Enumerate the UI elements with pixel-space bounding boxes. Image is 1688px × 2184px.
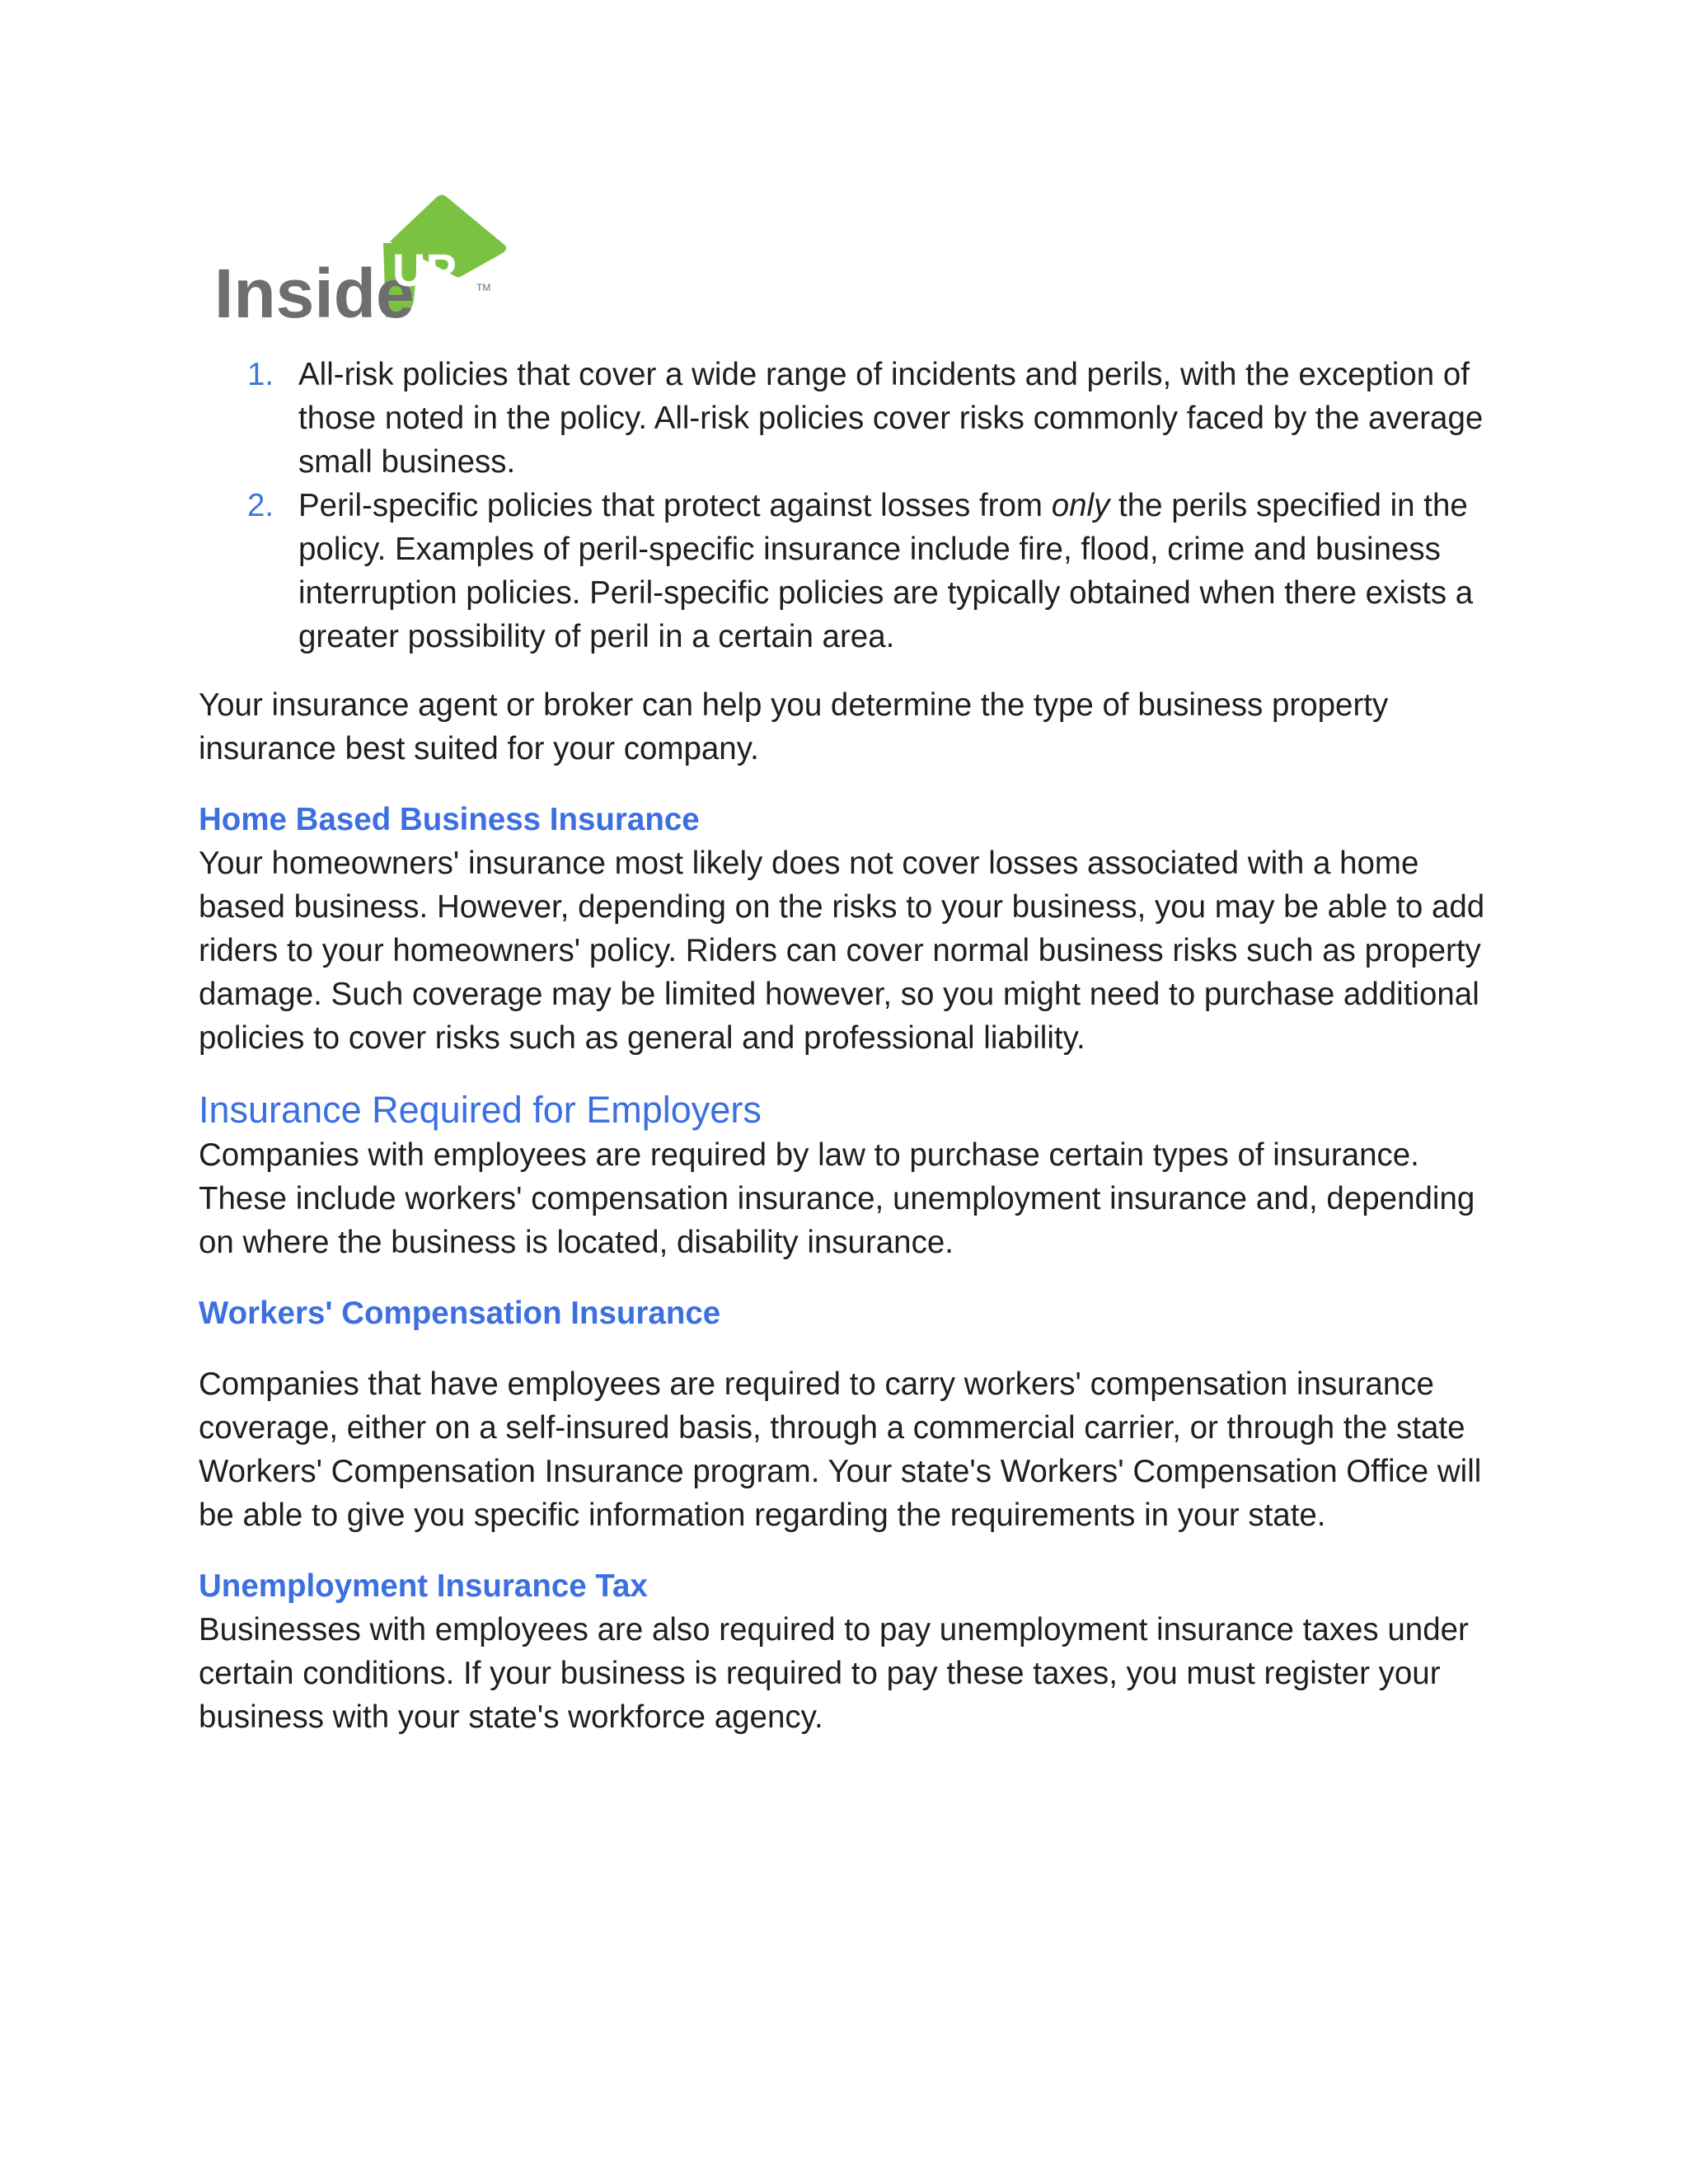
list-item-text: All-risk policies that cover a wide range of incidents and perils, with the exception of those noted in the policy. All-risk policies cover risks commonly faced by the average small business. [298, 357, 1484, 480]
heading-unemployment-insurance-tax: Unemployment Insurance Tax [199, 1568, 648, 1604]
insideup-logo [198, 194, 511, 326]
intro-paragraph: Your insurance agent or broker can help you determine the type of business property insurance best suited for your company. [199, 687, 1389, 766]
list-item-text-after: the perils specified in the policy. Examples of peril-specific insurance include fire, flood, crime and business interruption policies. Peril-specific policies are typically obtained when there exists a greater possibility of peril in a certain area. [298, 488, 1474, 654]
list-item [247, 353, 1501, 484]
heading-workers-compensation: Workers' Compensation Insurance [199, 1296, 721, 1331]
heading-insurance-required-employers: Insurance Required for Employers [199, 1089, 762, 1131]
list-item-text-before: Peril-specific policies that protect against losses from [298, 488, 1052, 523]
list-item-emphasis: only [1051, 488, 1110, 523]
employers-paragraph: Companies with employees are required by law to purchase certain types of insurance. These include workers' compensation insurance, unemployment insurance and, depending on where the business is located, disability insurance. [199, 1137, 1475, 1260]
workers-compensation-paragraph: Companies that have employees are required to carry workers' compensation insurance coverage, either on a self-insured basis, through a commercial carrier, or through the state Workers' Compensation Insurance program. Your state's Workers' Compensation Office will be able to give you specific information regarding the requirements in your state. [199, 1366, 1482, 1533]
spacer [199, 1335, 1501, 1362]
list-number: 1. [247, 357, 274, 392]
list-item [247, 484, 1501, 658]
home-based-paragraph: Your homeowners' insurance most likely does not cover losses associated with a home based business. However, depending on the risks to your business, you may be able to add riders to your homeowners' policy. Riders can cover normal business risks such as property damage. Such coverage may be limited however, so you might need to purchase additional policies to cover risks such as general and professional liability. [199, 846, 1485, 1056]
unemployment-paragraph: Businesses with employees are also required to pay unemployment insurance taxes under certain conditions. If your business is required to pay these taxes, you must register your business with your state's workforce agency. [199, 1612, 1469, 1735]
logo-wordmark: Inside [214, 255, 415, 326]
heading-home-based-business: Home Based Business Insurance [199, 802, 700, 837]
logo-badge-text: UP [392, 244, 457, 296]
logo-tm: TM [476, 282, 491, 293]
policy-type-list [199, 353, 1501, 658]
document-body [199, 353, 1501, 1766]
list-number: 2. [247, 488, 274, 523]
